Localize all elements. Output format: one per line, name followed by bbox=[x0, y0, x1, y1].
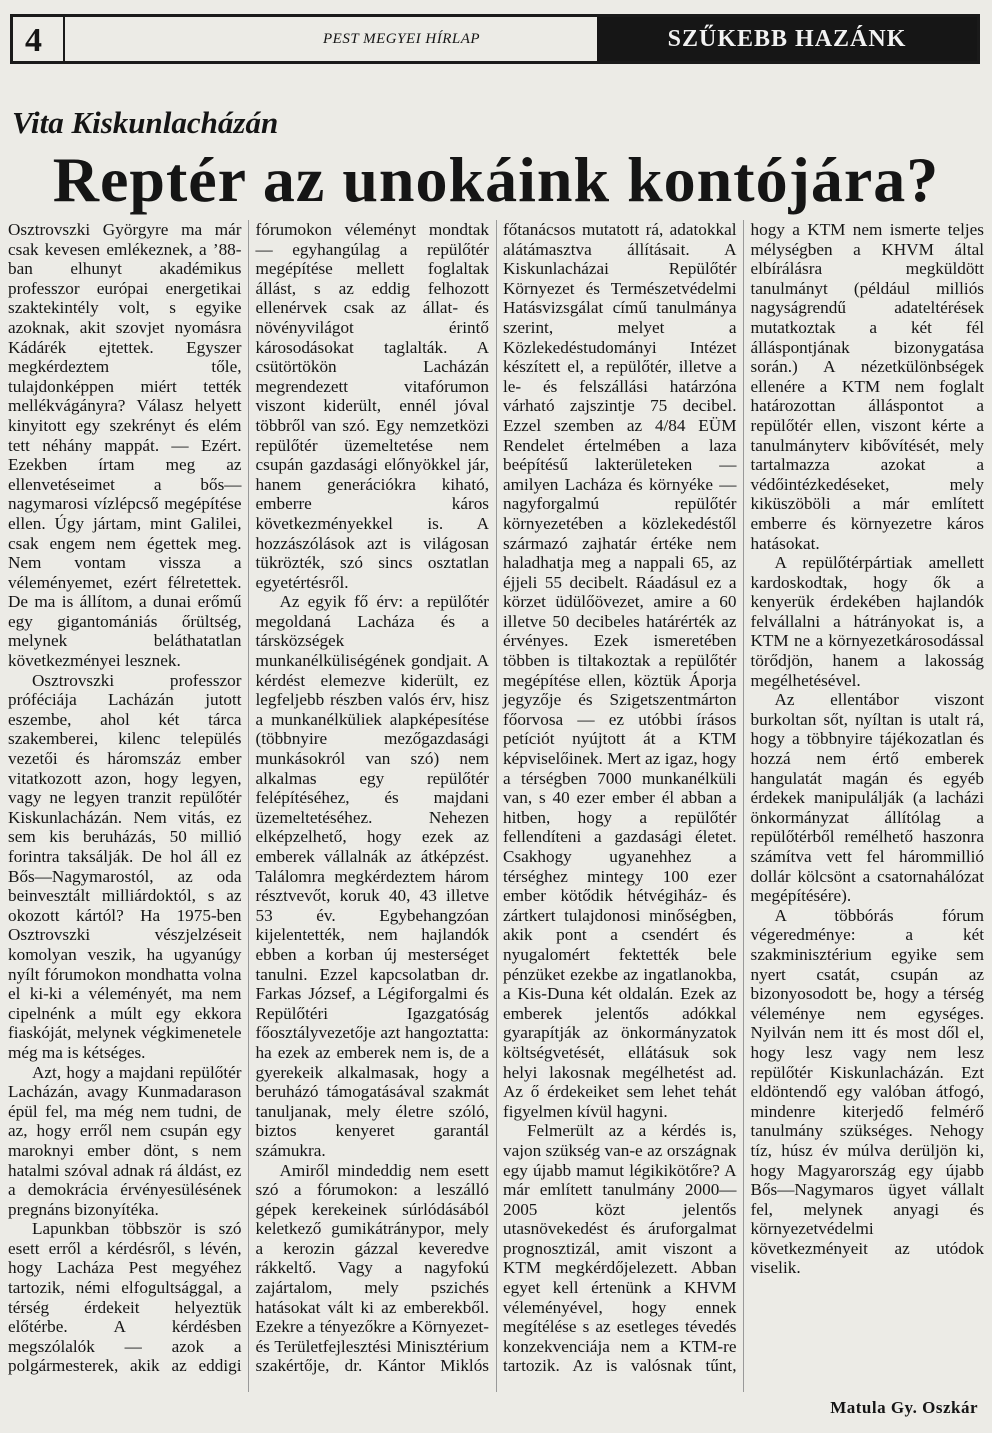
article-headline: Reptér az unokáink kontójára? bbox=[52, 144, 940, 215]
article-kicker: Vita Kiskunlacházán bbox=[12, 105, 279, 140]
article-body bbox=[8, 220, 984, 1392]
article-paragraph: Osztrovszki Györgyre ma már csak kevesen emlékeznek, a ’88-ban elhunyt akadémikus professzor európai energetikai szaktekintély volt, s egyike azoknak, akit szovjet nyomásra Kádárék ejtettek. Egyszer megkérdeztem tőle, tulajdonképpen miért tették mellékvágányra? Válasz helyett kinyitott egy szekrényt és elém tett néhány mappát. — Ezért. Ezekben írtam meg az ellenvetéseimet a bős—nagymarosi vízlépcső megépítése ellen. Úgy jártam, mint Galilei, csak engem nem égettek meg. Nem vontam vissza a véleményemet, ezért félretettek. De ma is állítom, a dunai erőmű egy gigantomániás őrültség, melynek beláthatatlan következményei lesznek. bbox=[8, 220, 242, 671]
article-paragraph: Osztrovszki professzor próféciája Lacházán jutott eszembe, ahol két tárca szakemberei, kilenc település vezetői és háromszáz ember vitatkozott azon, hogy legyen, vagy ne legyen tranzit repülőtér Kiskunlacházán. Nem vitás, ez sem kis beruházás, 50 millió forintra taksálják. De hol áll ez Bős—Nagymarostól, az oda beinvesztált milliárdoktól, s az okozott kártól? Ha 1975-ben Osztrovszki vészjelzéseit komolyan veszik, ha ugyanúgy nyílt fórumokon mondhatta volna el ki-ki a véleményét, ma nem cipelnénk a múlt egy ekkora fiaskóját, melynek végkimenetele még ma is kétséges. bbox=[8, 670, 242, 1062]
article-paragraph: Azt, hogy a majdani repülőtér Lacházán, avagy Kunmadarason épül fel, ma még nem tudni, de az, hogy erről nem csupán egy maroknyi ember dönt, s nem hatalmi szóval adnak rá áldást, ez a demokrácia érvényesülésének pregnáns bizonyítéka. bbox=[8, 1062, 242, 1219]
page-number: 4 bbox=[25, 22, 42, 59]
header-divider bbox=[63, 17, 65, 61]
section-title: SZŰKEBB HAZÁNK bbox=[597, 17, 977, 61]
article-paragraph: Felmerült az a kérdés is, vajon szükség van-e az országnak egy újabb mamut légikikötőre? A már említett tanulmány 2000—2005 közt jelentős utasnövekedést és áruforgalmat prognosztizál, amit viszont a KTM megkérdőjelezett. Abban egyet kell értenünk a KHVM véleményével, hogy ennek megítélése s az esetleges tévedés konzekvenciája nem a KTM-re tartozik. Az is valósnak tűnt, hogy a KTM nem ismerte teljes mélységben a KHVM által elbírálásra megküldött tanulmányt (például milliós nagyságrendű adateltérések mutatkoztak a két fél álláspontjának bizonygatása során.) A nézetkülönbségek ellenére a KTM nem foglalt határozottan álláspontot a repülőtér ellen, viszont kérte a tanulmányterv kibővítését, mely tartalmazza azokat a védőintézkedéseket, mely kiküszöböli a már említett emberre és környezetre káros hatásokat. bbox=[503, 220, 984, 1376]
article-paragraph: A többórás fórum végeredménye: a két szakminisztérium egyike sem nyert csatát, csupán az bizonyosodott be, hogy a térség véleménye nem egységes. Nyilván nem itt és most dől el, hogy lesz vagy nem lesz repülőtér Kiskunlacházán. Ezt eldöntendő egy valóban átfogó, mindenre kiterjedő felmérő tanulmány szükséges. Nehogy tíz, húsz év múlva derüljön ki, hogy Magyarország egy újabb Bős—Nagymaros ügyet vállalt fel, melynek anyagi és környezetvédelmi következményeit az utódok viselik. bbox=[750, 905, 984, 1278]
newspaper-name: PEST MEGYEI HÍRLAP bbox=[323, 31, 481, 47]
article-paragraph: Az ellentábor viszont burkoltan sőt, nyíltan is utalt rá, hogy a többnyire tájékozatlan és hozzá nem értő emberek hangulatát magán és egyéb érdekek manipulálják (a lacházi önkormányzat állítólag a repülőtérből remélhető haszonra számítva vett fel hárommillió dollár kölcsönt a csatornahálózat megépítésére). bbox=[750, 690, 984, 906]
article-paragraph: A repülőtérpártiak amellett kardoskodtak, hogy ők a kenyerük érdekében hajlandók felvállalni a hátrányokat is, a KTM ne a környezetkárosodással törődjön, hanem a lakosság megélhetésével. bbox=[750, 553, 984, 690]
page-header bbox=[10, 14, 980, 64]
article-paragraph: Az egyik fő érv: a repülőtér megoldaná Lacháza és a társközségek munkanélküliségének gondjait. A kérdést elemezve kiderült, ez legfeljebb részben valós érv, hisz a munkanélküliek alapképesítése (többnyire mezőgazdasági munkásokról van szó) nem alkalmas egy repülőtér felépítéséhez, és majdani üzemeltetéséhez. Nehezen elképzelhető, hogy ezek az emberek vállalnák az átképzést. Találomra megkérdeztem három résztvevőt, koruk 40, 43 illetve 53 év. Egybehangzóan kijelentették, nem hajlandók ebben a korban új mesterséget tanulni. Ezzel kapcsolatban dr. Farkas József, a Légiforgalmi és Repülőtéri Igazgatóság főosztályvezetője azt hangoztatta: ha ezek az emberek nem is, de a gyerekeik alkalmasak, hogy a beruházó támogatásával szakmát tanuljanak, mely életre szóló, biztos kenyeret garantál számukra. bbox=[255, 592, 489, 1160]
author-byline: Matula Gy. Oszkár bbox=[830, 1398, 978, 1417]
article-paragraph: Lapunkban többször is szó esett erről a kérdésről, s lévén, hogy Lacháza Pest megyéhez tartozik, némi elfogultsággal, a térség érdekeit helyeztük előtérbe. A kérdésben megszólalók — azok a polgármesterek, akik az eddigi fórumokon véleményt mondtak — egyhangúlag a repülőtér megépítése mellett foglaltak állást, s az eddig felhozott ellenérvek csak az állat- és növényvilágot érintő károsodásokat taglalták. A csütörtökön Lacházán megrendezett vitafórumon viszont kiderült, ennél jóval többről van szó. Egy nemzetközi repülőtér üzemeltetése nem csupán gazdasági előnyökkel jár, hanem generációkra kiható, emberre káros következményekkel is. A hozzászólások azt is világosan tükrözték, szó sincs osztatlan egyetértésről. bbox=[8, 220, 489, 1376]
article-paragraph: Amiről mindeddig nem esett szó a fórumokon: a leszálló gépek kerekeinek súrlódásából keletkező gumikátránypor, mely a kerozin gázzal keveredve rákkeltő. Vagy a nagyfokú zajártalom, mely pszichés hatásokat vált ki az emberekből. Ezekre a tényezőkre a Környezet- és Területfejlesztési Minisztérium szakértője, dr. Kántor Miklós főtanácsos mutatott rá, adatokkal alátámasztva állításait. A Kiskunlacházai Repülőtér Környezet és Természetvédelmi Hatásvizsgálat című tanulmánya szerint, melyet a Közlekedéstudományi Intézet készített el, a repülőtér, illetve a le- és felszállási határzóna várható zajszintje 75 decibel. Ezzel szemben az 4/84 EÜM Rendelet értelmében a laza beépítésű lakterületeken — amilyen Lacháza és környéke — nagyforgalmú repülőtér környezetében a közlekedéstől származó zajhatár értéke nem haladhatja meg a nappali 65, az éjjeli 55 decibelt. Ráadásul ez a körzet üdülőövezet, amire a 60 illetve 50 decibeles határérték az érvényes. Ezek ismeretében többen is tiltakoztak a repülőtér megépítése ellen, köztük Áporja jegyzője és Szigetszentmárton főorvosa — ez utóbbi írásos petíciót nyújtott át a KTM képviselőinek. Mert az igaz, hogy a térségben 7000 munkanélküli van, s 40 ezer ember él abban a hitben, hogy a repülőtér fellendíteni a gazdasági életet. Csakhogy ugyanehhez a térséghez mintegy 100 ezer ember kötődik hétvégiház- és zártkert tulajdonosi minőségben, akik pont a csendért és nyugalomért fektették bele pénzüket ezekbe az ingatlanokba, a Kis-Duna két oldalán. Ezek az emberek jelentős adókkal gyarapítják az önkormányzatok költségvetését, ellátásuk sok helyi lakosnak megélhetést ad. Az ő érdekeiket sem lehet tehát figyelmen kívül hagyni. bbox=[255, 220, 737, 1376]
